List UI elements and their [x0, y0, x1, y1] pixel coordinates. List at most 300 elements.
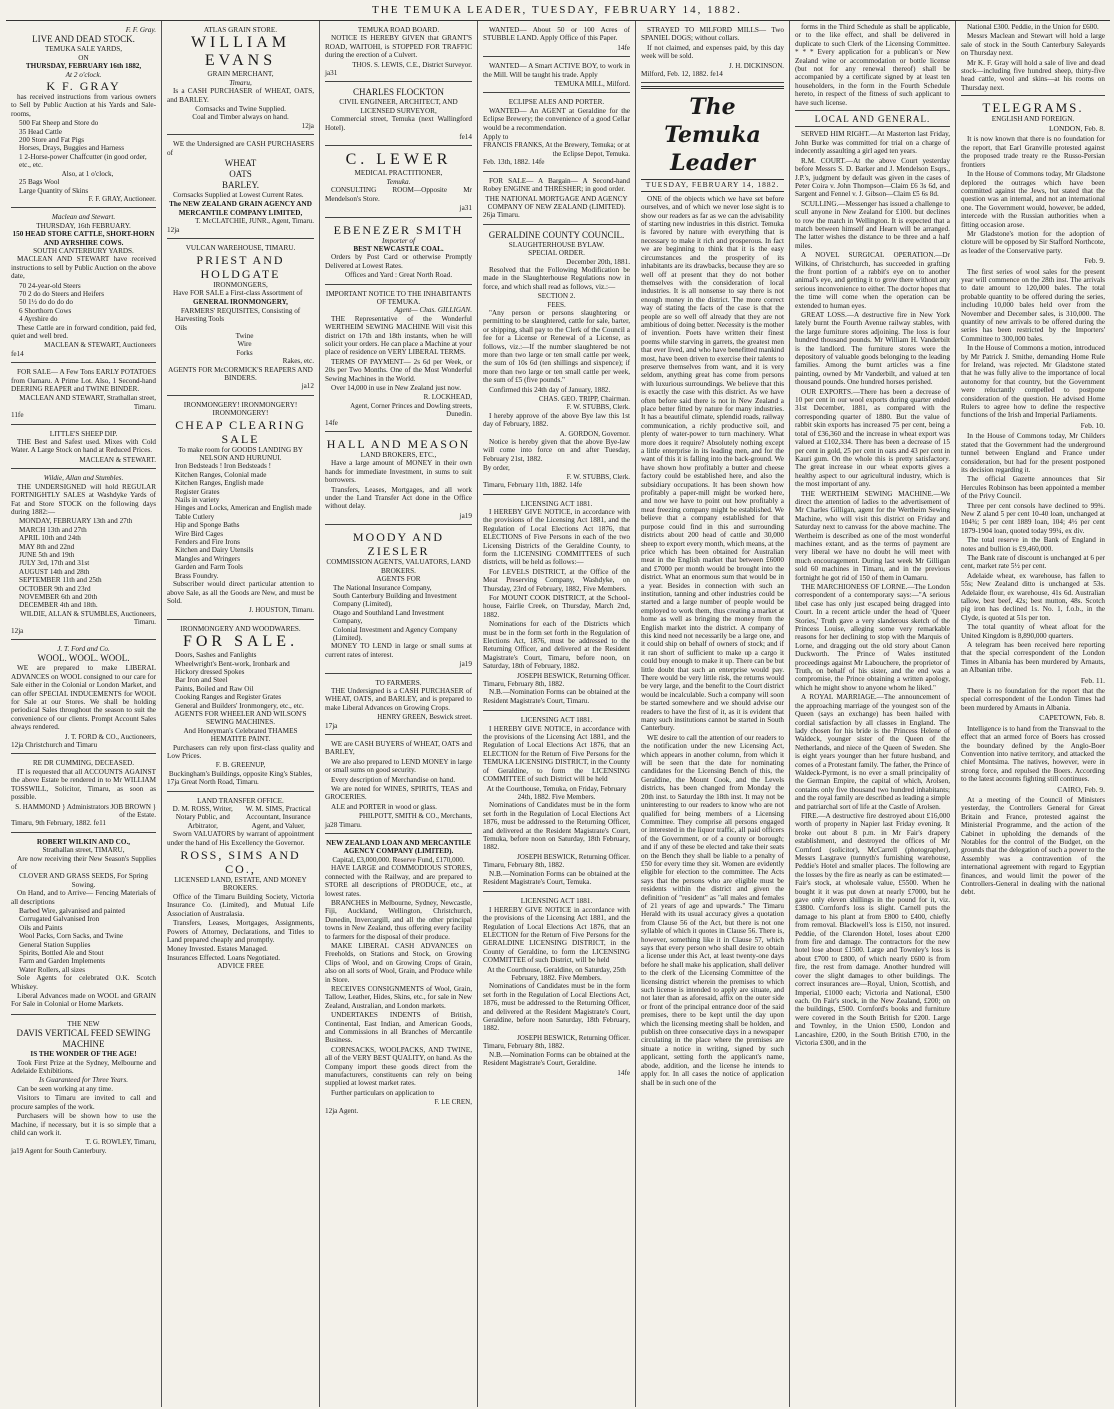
ad-ross-sims	[167, 794, 314, 975]
ad-heading: NEW ZEALAND LOAN AND MERCANTILE AGENCY COMPANY (LIMITED).	[326, 839, 471, 856]
news-item: FIRE.—A destructive fire destroyed about £16,000 worth of property in Napier last Friday evening. It broke out about 8 p.m. in Mr Fair's drapery establishment, and destroyed the offices of Mr Cornford (solicitor), McCarrell (photographer), Messrs Lasgrave (tunnyth's furnishing warehouse, Peddie's Hotel and smaller places. The following are the losses by the fire as nearly as can be estimated:—Fair's stock, at wholesale value, £5500. When he bought it it was put down at nearly £7000, but he gave only eleven shillings in the pound for it, viz. £3800. Cornford's loss is slight. Carnell puts the damage to his plant at from £800 to £400, chiefly from removal. Blackwell's loss is £150, not insured. Peddie, of the Clarendon Hotel, loses about £200 from fire and damage. The contractors for the new hotel lose about £1500. Large and Townley's loss is about £700 to £800, of which nearly £600 is from fire, the rest from damage. Another hundred will cover the slight damages to other buildings. The correct insurances are—Royal, Union, Scottish, and Imperial, £1000 each; Victoria and National, £500 each. On Fair's stock, in the New Zealand, £200; on the buildings, £500. Cornford's books and furniture were covered in the South British for £200. Large and Townley, in the Union £500, London and Lancashire, £200, in the South British £700, in the Victoria £300, and in the	[795, 811, 950, 1047]
ad-signature: CHAS. GEO. TRIPP, Chairman.	[538, 395, 630, 404]
ad-body: To make room for GOODS LANDING BY NELSON AND HURUNUI.	[178, 445, 303, 462]
telegram-item: The total reserve in the Bank of England in notes and bullion is £9,460,000.	[961, 536, 1105, 553]
ad-date: Timaru, February 8th, 1882.	[483, 1042, 565, 1051]
column-2	[162, 21, 320, 1407]
ad-body: MACLEAN AND STEWART have received instructions to sell by Public Auction on the above date,	[11, 255, 156, 281]
ad-title: LAND BROKERS, ETC.,	[360, 451, 437, 460]
list-item: Large Quantity of Skins	[19, 186, 89, 195]
editorial-paragraph: WE desire to call the attention of our readers to the notification under the new Licensing Act, which appears in another column, from which it will be seen that the date for nominating candidates for the Licensing Bench of this, the Geraldine, the Mount Cook, and the Levels districts, has been changed from Monday the 20th inst. to Saturday the 18th inst. It may not be uninteresting to our readers to know who are not qualified for being members of a Licensing Committee. They comprise all persons engaged or interested in the liquor traffic, all paid officers of the Government, or of a county or borough; and if any of these be elected and take their seats on the Bench they shall be liable to a penalty of £50 for every time they sit. Women are evidently eligible for election to the committee. The Acts says that the persons who are eligible must be residents within the district and given the definition of "resident" as "all males and females of 21 years of age and upwards." The Timaru Herald with its usual accuracy gives a quotation from Clause 56 of the Act, but there is not one syllable of which it quotes in Clause 56. There is, however, something like it in Clause 57, which says that every person who shall desire to obtain a license under this Act, at least twenty-one days before he shall make his application, shall deliver to the clerk of the Licensing Committee of the licensing district wherein the premises to which such license is intended to apply are situate, and not later than as aforesaid, affix on the outer side or front of the principal entrance door of the said premises, there to be kept until the day upon which the licensing meeting shall be holden, and publish on three consecutive days in a newspaper circulating in the place where the premises are situate a notice in writing, signed by such applicant, setting forth the applicant's name, abode, addition, and the license he intends to apply for. In all cases the notice of application shall be in such one of the	[641, 733, 784, 1087]
list-item: SEPTEMBER 11th and 25th	[19, 576, 102, 585]
ad-body: WANTED— About 50 or 100 Acres of STUBBLE LAND. Apply Office of this Paper.	[483, 26, 630, 43]
editorial-paragraph: ONE of the objects which we have set before ourselves, and of which we never lose sight is to show our readers as far as we can the advisability of starting new industries in this district. Temuka is favored by nature with everything that is necessary to make it rich and prosperous. In fact we are beginning to think that it is the easy circumstances and the prosperity of its inhabitants are its drawbacks, because they are so well off at present that they do not bother themselves with the consideration of local industries. It is all nonsense to say there is not enough money in the district. The more correct way of stating the facts of the case is that the people are so well off already that they are not ambitious of doing better. Necessity is the mother of invention. Poets have written their finest poems while starving in garrets, the greatest men that ever lived, and who have benefitted mankind most, have been driven to exercise their talents to preserve themselves from want, and it is very seldom, anything great has come from persons with luxurious surroundings. We believe that this is exactly the case with this district. As we have often before said there is not in New Zealand a place better fitted by nature for many industries. It has a beautiful climate, splendid roads, railway communication, a richly productive soil, and plenty of water-power to turn machinery. What more does it require? Absolutely nothing except a little enterprise in its leading men, and for the want of this it is falling into the back-ground. We have shown how profitably a butter and cheese factory could be established here, and also the subsidiary occupations. It has been shown how profitably a paper-mill might be worked here, and now we have to point out how profitably a meat freezing company might be established. We believe that a company established for that purpose could find in this and surrounding districts about 200 head of cattle and 30,000 sheep to export every month, which means, at the price which has been obtained for Australian meat in the English market that between £6000 and £7000 per month would be brought into the district. What an enormous sum that would be in a year. Besides in connection with such an institution, tanning and other industries could be started and a large number of people would be employed to work them, thus creating a market at home as well as bringing the money from the English market into the district. A company of this kind need not necessarily be a large one, and it could ship on behalf of owners of stock; and if it ran short of sufficient to make up a cargo it could buy enough to make it up. There can be but little doubt that such an enterprise would pay. There would be very little risk, the returns would be very large, and the benefit to the Court district would be incalculable. Such a company will soon be started somewhere and we should advise our readers to have the first of it, as it is evident that many such institutions cannot be started in South Canterbury.	[641, 194, 784, 733]
ad-text: THE NEW	[67, 1019, 100, 1028]
ad-title: IRONMONGERS,	[213, 280, 268, 289]
ad-code: ja12	[301, 382, 314, 391]
ad-licensing-geraldine	[483, 894, 630, 1081]
list-item: Rakes, etc.	[282, 357, 314, 366]
ad-heading: GERALDINE COUNTY COUNCIL.	[488, 229, 625, 240]
ad-philpott-smith	[325, 737, 472, 834]
news-item: Messrs Maclean and Stewart will hold a large sale of stock in the South Canterbury Saleyards on Thursday next.	[961, 32, 1105, 58]
ad-body: Nominations for each of the Districts which must be in the form set forth in the Regulation of Elections Act, 1876, must be addressed to the Returning Officer, and delivered at the Resident Magistrate's Court, Timaru, before noon, on Saturday, 18th of February, 1882.	[483, 620, 630, 671]
ad-body: BEST NEWCASTLE COAL.	[353, 244, 444, 253]
ad-code: ja31	[325, 69, 338, 78]
ad-text: Insurances Effected. Loans Negotiated.	[167, 953, 281, 962]
list-item: Brass Foundry.	[175, 571, 219, 580]
news-item: Mr K. F. Gray will hold a sale of live and dead stock—including five hundred sheep, thirty-five head cattle, wool and skins—at his rooms on Thursday next.	[961, 58, 1105, 92]
news-item: OUR EXPORTS.—There has been a decrease of 10 per cent in our wool exports during quarter ended 31st December, 1881, as compared with the corresponding quarter of 1880. But the value of rabbit skin exports has increased 75 per cent, being a total of £36,360 and the increase in wheat export was valued at £102,334. There has been a decrease of 15 per cent in gold, 25 per cent in oats and 43 per cent in Kauri gum. On the whole this is pretty satisfactory. The great increase in our wheat exports gives a healthy aspect to our agricultural industry, which is the most important of any.	[795, 387, 950, 489]
ad-moody-ziesler	[325, 527, 472, 673]
ad-body: Have FOR SALE a First-class Assortment of	[173, 288, 303, 297]
ad-body: Sworn VALUATORS by warrant of appointment under the hand of His Excellency the Governor.	[167, 830, 314, 847]
ad-body: Transfers, Leases, Mortgages, and all work under the Land Transfer Act done in the Office without delay.	[325, 485, 472, 511]
ad-body: CORNSACKS, WOOLPACKS, AND TWINE, all of the VERY BEST QUALITY, on hand. As the Company import these goods direct from the manufacturers, constituents can rely on being supplied at lowest market rates.	[325, 1045, 472, 1088]
ad-heading: IMPORTANT NOTICE TO THE INHABITANTS OF TEMUKA.	[325, 289, 472, 306]
list-item: Wire	[237, 340, 252, 349]
ad-body: FOR SALE— A Bargain— A Second-hand Robey ENGINE and THRESHER; in good order.	[483, 176, 630, 194]
telegram-item: At a meeting of the Council of Ministers yesterday, the Controllers General for Great Britain and France, protested against the Ministerial Programme, and the action of the Cabinet in upholding the demands of the Notables for the control of the Budget, on the grounds that the delegation of such a power to the Assembly was a contravention of the international agreement with regard to Egyptian finances, and would limit the power of the Controllers-General in dealing with the national debt.	[961, 795, 1105, 897]
ad-body: Resolved that the Following Modification be made in the Slaughterhouse Regulations now in force, and which shall read as follows, viz.:—	[483, 265, 630, 291]
ad-body: WE are CASH BUYERS of WHEAT, OATS and BARLEY,	[325, 740, 472, 757]
ad-text: ADVICE FREE	[217, 962, 264, 971]
column-7	[956, 21, 1110, 1407]
ad-body: WE are prepared to make LIBERAL ADVANCES on WOOL consigned to our care for Sale either in the Colonial or London Market, and can offer SPECIAL INDUCEMENTS for WOOL for Sale at our Stores. We shall be holding periodical Sales throughout the season to suit the convenience of our clients. Prompt Account Sales always rendered.	[11, 664, 156, 732]
ad-body: Over 14,000 in use in New Zealand just now.	[331, 384, 462, 392]
divider	[795, 110, 950, 111]
ad-houston-sale	[167, 398, 314, 620]
ad-signature: J. HOUSTON, Timaru.	[248, 606, 314, 615]
ad-section: FEES.	[547, 300, 566, 309]
ad-signature: JOSEPH BESWICK, Returning Officer.	[517, 671, 630, 680]
ad-gray-stock	[11, 23, 156, 208]
ad-title: GRAIN MERCHANT,	[207, 70, 274, 79]
telegram-dateline: Feb. 11.	[1080, 675, 1105, 685]
list-item: 4 Ayrshire do	[19, 315, 58, 324]
ad-tagline: IS THE WONDER OF THE AGE!	[30, 1050, 137, 1059]
ad-agent: Agent— Chas. GILLIGAN.	[394, 306, 472, 315]
news-item: A NOVEL SURGICAL OPERATION.—Dr Wilkins, of Christchurch, has succeeded in grafting the front portion of a rabbit's eye on to another animal's eye, and getting it to grow there without any serious inconvenience to either. The doctor hopes that the time will come when the operation can be extended to human eyes.	[795, 251, 950, 310]
list-item: Paints, Boiled and Raw Oil	[175, 684, 254, 693]
ad-body: MAKE LIBERAL CASH ADVANCES on Freeholds, on Stations and Stock, on Growing Clips of Wool, and on Growing Crops of Grain, also on all sorts of Wool, Grain, and Produce while in Store.	[325, 941, 472, 984]
list-item: DECEMBER 4th and 18th.	[19, 601, 98, 610]
ad-signature: MACLEAN & STEWART, Auctioneers	[44, 341, 156, 350]
column-3	[320, 21, 478, 1407]
ad-code: ja19	[459, 511, 472, 520]
list-item: Wheelwright's Bent-work, Ironbark and Hickory dressed Spokes	[175, 659, 290, 676]
ad-body: Have a large amount of MONEY in their own hands for immediate Investment, in sums to suit borrowers.	[325, 459, 472, 485]
ad-body: ALE and PORTER in wood or glass.	[331, 802, 437, 811]
list-item: Hinges and Locks, American and English made	[175, 504, 312, 513]
telegram-list	[961, 125, 1105, 897]
section-heading: LOCAL AND GENERAL.	[814, 114, 931, 125]
list-item: 70 2 do do Steers and Heifers	[19, 289, 105, 298]
ad-quote: "Any person or persons slaughtering or permitting to be slaughtered, cattle for sale, barter, or shipping, shall pay to the Clerk of the Council a fee for a License or Renewal of a License, as follows, viz.:—If the number slaughtered be not more than two large or ten small cattle per week, the sum of 10s 6d (ten shillings and sixpence); if more than two large or ten small cattle per week, the sum of £5 (five pounds."	[483, 308, 630, 385]
ad-code: 26ja Timaru.	[483, 211, 520, 220]
ad-list	[11, 907, 156, 974]
ad-name: DAVIS VERTICAL FEED SEWING MACHINE	[16, 1028, 151, 1050]
ad-body: CIVIL ENGINEER, ARCHITECT, AND LICENSED SURVEYOR,	[339, 98, 458, 115]
list-item: Cooking Ranges and Register Grates	[175, 693, 282, 702]
ad-town: Temuka.	[386, 177, 411, 186]
ad-list	[325, 584, 472, 643]
ad-body: Visitors to Timaru are invited to call and procure samples of the work.	[11, 1094, 156, 1111]
ad-code: 17ja Great North Road, Timaru.	[167, 778, 259, 787]
ad-code: ja28 Timaru.	[325, 820, 362, 829]
ad-heading: 150 HEAD STORE CATTLE, SHORT-HORN AND AYRSHIRE COWS.	[12, 230, 155, 247]
editorial-continuation: forms in the Third Schedule as shall be applicable, or to the like effect, and shall be delivered in duplicate to such Clerk of the Licensing Committee. * * * Every application for a publican's or New Zealand wine or accommodation or bottle license (but not for any renewal thereof) shall be accompanied by a certificate signed by at least ten householders, in the form in the Fourth Schedule hereto, in respect of the fitness of such applicant to have such license.	[795, 23, 950, 107]
ad-body: CONSULTING ROOM—Opposite Mr Mendelson's Store.	[325, 186, 472, 203]
ad-heading: LICENSING ACT 1881.	[520, 897, 593, 906]
news-item: THE MARCHIONESS OF LORNE.—The London correspondent of a contemporary says:—"A serious libel case has only just escaped being dragged into Court. In a recent article under the head of 'Queer Stories,' Truth gave a very slanderous sketch of the Princess Louise, alleging some very remarkable reasons for her declining to stop with the Marquis of Lorne, and dragging out the old story about Canon Duckworth. The Prince of Wales instituted proceedings against Mr Labouchere, the proprietor of Truth, on behalf of his sister, and the end was a compromise, the Prince obtaining a written apology, which he might show to anyone whom he liked."	[795, 583, 950, 692]
ad-name: ROSS, SIMS AND CO.,	[180, 848, 301, 877]
ad-cumming-estate	[11, 756, 156, 832]
ad-body: Office of the Timaru Building Society, Victoria Insurance Co. (Limited), and Mutual Life Association of Australasia.	[167, 892, 314, 918]
ad-body: At the Courthouse, Temuka, on Friday, February 24th, 1882. Five Members.	[486, 784, 627, 801]
ad-note: These Cattle are in forward condition, paid fed, quiet and well bred.	[11, 323, 156, 340]
news-item: THE WERTHEIM SEWING MACHINE.—We direct the attention of ladies to the advertisement of Mr Charles Gilligan, agent for the Wertheim Sewing Machine, who will visit this district on Friday and Saturday next to canvass for the above machine. The Wertheim is described as one of the most wonderful machines extant, and as the terms of payment are very liberal we have no doubt he will meet with much encouragement. During last week Mr Gilligan sold 60 machines in Timaru, and in the previous fortnight he got rid of 150 of them in Oamaru.	[795, 489, 950, 582]
list-item: Oils	[175, 323, 187, 332]
list-item: 50 1½ do do do do	[19, 298, 73, 307]
telegram-item: The first series of wool sales for the present year will commence on the 28th inst. The arrivals to date amount to 120,000 bales. The total probable quantity to be offered during the series, including 10,000 bales held over from the November and December sales, is 310,000. The quantity of new arrivals to be offered during the series has been restricted by the Importers' Committee to 300,000 bales.	[961, 267, 1105, 343]
list-item: MONDAY, FEBRUARY 13th and 27th	[19, 517, 133, 526]
list-item: 200 Store and Fat Pigs	[19, 136, 85, 145]
news-item: SCULLING.—Messenger has issued a challenge to scull anyone in New Zealand for £100. but declines to row the match in Wellington. It is expected that a match between himself and Hearn will be arranged. The latter wishes the distance to be three and a half miles.	[795, 199, 950, 250]
ad-address: Buckingham's Buildings, opposite King's Stables,	[168, 769, 313, 778]
list-item: Colonial Investment and Agency Company (Limited).	[333, 625, 458, 642]
partner-left: D. M. ROSS, Writer, Notary Public, and Arbitrator,	[172, 805, 233, 830]
list-item: Nails in variety	[175, 496, 220, 505]
ad-code: 12ja	[167, 225, 180, 234]
ad-body: NOTICE IS HEREBY GIVEN that GRANT'S ROAD, WAITOHI, is STOPPED FOR TRAFFIC during the erection of a Culvert.	[325, 34, 472, 60]
list-item: Kitchen Ranges, English made	[175, 479, 264, 488]
list-item: Horses, Drays, Buggies and Harness	[19, 144, 124, 153]
ad-wilkin	[11, 835, 156, 1015]
ad-text: Is Guaranteed for Three Years.	[38, 1076, 129, 1085]
list-item: Spirits, Bottled Ale and Stout	[19, 949, 104, 957]
ad-note: N.B.—Nomination Forms can be obtained at the Resident Magistrate's Court, Geraldine.	[483, 1050, 630, 1068]
ad-body: Transfers, Leases, Mortgages, Assignments, Powers of Attorney, Declarations, and Titles to Land prepared cheaply and promptly.	[167, 919, 314, 944]
ad-body: For MOUNT COOK DISTRICT, at the School-house, Fairlie Creek, on Thursday, March 2nd, 1882.	[483, 593, 630, 619]
list-item: General and Builders' Ironmongery, etc., etc.	[175, 701, 304, 710]
ad-list	[167, 651, 314, 710]
ad-body: MONEY TO LEND in large or small sums at current rates of interest.	[325, 642, 472, 659]
list-item: Otago and Southland Land Investment Company,	[333, 608, 444, 626]
ad-subheading: SPECIAL ORDER.	[528, 249, 585, 258]
ad-body: THE Representative of the Wonderful WERTHEIM SEWING MACHINE Will visit this district on 17th and 18th instants, when he will solicit your orders. He can place a Machine at your place of residence on VERY LIBERAL TERMS.	[325, 314, 472, 357]
telegram-item: A telegram has been received here reporting that the special correspondent of the London Times in Albania has been murdered by Arnauts, an Albanian tribe.	[961, 641, 1105, 675]
ad-body: Is a CASH PURCHASER of WHEAT, OATS, and BARLEY.	[167, 87, 314, 104]
list-item: Doors, Sashes and Fanlights	[175, 651, 257, 660]
list-item: 70 24-year-old Steers	[19, 281, 81, 290]
list-item: Barbed Wire, galvanised and painted	[19, 906, 125, 915]
ad-wanted-land	[483, 23, 630, 57]
ad-agents: And Honeyman's Celebrated THAMES HEMATITE PAINT.	[183, 726, 298, 744]
ad-text: Cornsacks and Twine Supplied.	[195, 105, 286, 114]
list-item: NOVEMBER 6th and 20th	[19, 592, 98, 601]
ad-date: Timaru, February 8th, 1882.	[483, 680, 565, 689]
ad-licensing-levels	[483, 497, 630, 712]
ad-body: Are now receiving their New Season's Supplies of	[11, 854, 156, 871]
ad-body: Every description of Merchandise on hand.	[331, 775, 456, 784]
ad-code: fe14	[11, 349, 24, 358]
ad-body: TERMS OF PAYMENT— 2s 6d per Week, or 20s per Two Months. One of the Most Wonderful Sewing Machines in the World.	[325, 357, 472, 383]
column-6	[790, 21, 956, 1407]
ad-body: On Hand, and to Arrive— Fencing Materials of all descriptions	[11, 889, 156, 906]
ad-geraldine-council	[483, 227, 630, 495]
ad-code: 14fe	[617, 1068, 630, 1077]
ad-name: WILLIAM EVANS	[190, 34, 291, 70]
list-item: Oils and Paints	[19, 923, 63, 932]
ad-heading: WOOL. WOOL. WOOL.	[37, 653, 130, 664]
divider	[641, 86, 784, 89]
ad-body: Took First Prize at the Sydney, Melbourne and Adelaide Exhibitions.	[11, 1058, 156, 1076]
telegram-item: In the House of Commons a motion, introduced by Mr Patrick J. Smithe, demanding Home Rule for Ireland, was rejected. Mr Gladstone stated that he was fully alive to the importance of local autonomy for that country, but the Government were reluctantly compelled to postpone consideration of the question. He advised Home Rulers to agree how to define the respective functions of the Irish and Imperial Parliaments.	[961, 344, 1105, 420]
ad-list	[167, 462, 314, 580]
ad-signature: JOSEPH BESWICK, Returning Officer.	[517, 852, 630, 861]
ad-code: Timaru, February 11th, 1882. 14fe	[483, 481, 583, 490]
ad-heading: LIVE AND DEAD STOCK.	[32, 34, 135, 45]
ad-licensing-temuka	[483, 713, 630, 892]
telegram-item: Adelaide wheat, ex warehouse, has fallen to 55s; New Zealand ditto is unchanged at 53s. Adelaide flour, ex warehouse, 41s 6d. Australian tallow, best beef, 42s; best mutton, 48s. Scotch pig iron has declined 1s. No. 1, f.o.b., in the Clyde, is quoted at 51s per ton.	[961, 571, 1105, 622]
ad-name: EBENEZER SMITH	[333, 222, 464, 237]
newspaper-title: The Temuka Leader	[664, 94, 761, 177]
ad-hall-meason	[325, 434, 472, 525]
telegrams-heading: TELEGRAMS.	[982, 100, 1084, 116]
ad-body: Liberal Advances made on WOOL and GRAIN For Sale in Colonial or Home Markets.	[11, 992, 156, 1009]
ad-ford-wool	[11, 642, 156, 754]
list-item: Mangles and Wringers	[175, 554, 241, 563]
list-item: MARCH 13th and 27th	[19, 525, 87, 534]
ad-address: Agent, Corner Princes and Dowling streets, Dunedin.	[350, 401, 472, 419]
ad-firm: J. T. Ford and Co.	[57, 645, 110, 653]
ad-maclean-cattle	[11, 210, 156, 363]
ad-signature: MACLEAN AND STEWART, Strathallan street, Timaru.	[19, 394, 156, 411]
list-item: Wire Bird Cages	[175, 529, 224, 538]
ad-name: FOR SALE.	[182, 633, 299, 651]
ad-body: Nominations of Candidates must be in the form set forth in the Regulation of Local Elections Act 1876, must be addressed to the Returning Officer, and delivered at the Resident Magistrate's Court, Temuka, before noon on Saturday, 18th February, 1882.	[483, 801, 630, 852]
ad-signature: WILDIE, ALLAN & STUMBLES, Auctioneers, Timaru.	[20, 609, 156, 627]
telegram-item: Mr Gladstone's motion for the adoption of cloture will be opposed by Sir Stafford Northcote, as leader of the Conservative party.	[961, 229, 1105, 255]
ad-wildie-allan	[11, 471, 156, 640]
ad-heading: RE DR CUMMING, DECEASED.	[32, 759, 135, 768]
ad-body: For LEVELS DISTRICT, at the Office of the Meat Preserving Company, Washdyke, on Thursday, 23rd of February, 1882, Five Members.	[483, 567, 630, 593]
ad-text: By order,	[483, 464, 510, 473]
ad-signature: F. B. GREENUP,	[215, 761, 266, 770]
ad-subheading: CLOVER AND GRASS SEEDS, For Spring Sowing.	[19, 872, 148, 889]
column-5	[636, 21, 790, 1407]
ad-address: Commercial street, Temuka (next Wallingford Hotel).	[325, 115, 472, 132]
ad-body: has received instructions from various owners to Sell by Public Auction at his Yards and Sale-rooms,	[11, 93, 156, 118]
ad-name: C. LEWER	[345, 151, 452, 169]
ad-text: Coal and Timber always on hand.	[192, 113, 289, 122]
ad-body: BRANCHES in Melbourne, Sydney, Newcastle, Fiji, Auckland, Wellington, Christchurch, Dunedin, Invercargill, and all the other principal towns in New Zealand, thus offering every facility to farmers for the disposal of their produce.	[325, 898, 472, 941]
ad-body: WANTED— A Smart ACTIVE BOY, to work in the Mill. Will be taught his trade. Apply	[483, 62, 630, 79]
ad-title: LICENSED LAND, ESTATE, AND MONEY BROKERS.	[174, 876, 307, 893]
ad-heading: TEMUKA ROAD BOARD.	[357, 26, 440, 34]
ad-title: MEDICAL PRACTITIONER,	[354, 169, 443, 178]
ad-text: ON	[78, 53, 89, 62]
telegrams-subheading: ENGLISH AND FOREIGN.	[991, 114, 1075, 123]
telegram-item: The official Gazette announces that Sir Hercules Robinson has been appointed a member of the Privy Council.	[961, 475, 1105, 501]
ad-firm: Wildie, Allan and Stumbles.	[43, 474, 124, 483]
ad-note: N.B.—Nomination Forms can be obtained at the Resident Magistrate's Court, Temuka.	[483, 869, 630, 886]
ad-signature: J. H. DICKINSON.	[728, 61, 784, 70]
dateline: TUESDAY, FEBRUARY 14, 1882.	[641, 179, 784, 191]
ad-date: Timaru, February 8th, 1882.	[483, 861, 565, 870]
ad-body: Cornsacks Supplied at Lowest Current Rates.	[173, 191, 304, 200]
telegram-item: The Bank rate of discount is unchanged at 6 per cent, market rate 5½ per cent.	[961, 553, 1105, 571]
ad-body: UNDERTAKES INDENTS of British, Continental, East Indian, and American Goods, and Commissions in all Branches of Mercantile Business.	[325, 1011, 472, 1045]
ad-subheading: SLAUGHTERHOUSE BYLAW.	[508, 240, 605, 249]
ad-body: Can be seen working at any time.	[17, 1084, 114, 1093]
list-item: 25 Bags Wool	[19, 178, 60, 187]
telegram-item: There is no foundation for the report that the special correspondent of the London Times had been murdered by Arnauts in Albania.	[961, 687, 1105, 712]
ad-davis-sewing	[11, 1017, 156, 1159]
ad-name: CHEAP CLEARING SALE	[175, 417, 306, 446]
list-item: Water Rollers, all sizes	[19, 965, 86, 974]
ad-address: Offices and Yard : Great North Road.	[344, 271, 453, 280]
ad-signature: S. HAMMOND } Administrators JOB BROWN } of the Estate.	[15, 802, 156, 819]
ad-body: I HEREBY GIVE NOTICE, in accordance with the provisions of the Licensing Act 1881, and the Regulation of Local Elections Act 1876, that ELECTIONS of Five Persons in each of the two Licensing Districts of the Geraldine County, to form the LICENSING COMMITTEES of such districts, will be held as follows:—	[483, 507, 630, 567]
ad-heading: IRONMONGERY AND WOODWARES.	[180, 624, 301, 633]
ad-signature: J. T. FORD & CO., Auctioneers,	[64, 732, 156, 741]
ad-name: K F. GRAY	[46, 79, 121, 94]
ad-subheading: Strathallan street, TIMARU,	[42, 846, 125, 855]
ad-date: Timaru, 9th February, 1882. fe11	[11, 819, 107, 828]
ad-lewer	[325, 148, 472, 217]
list-item: Twine	[235, 331, 254, 340]
ad-code: 14fe	[325, 418, 338, 427]
ad-code: fe14	[459, 133, 472, 142]
ad-subheading: FARMERS' REQUISITES, Consisting of	[180, 306, 301, 315]
ad-signature: JOSEPH BESWICK, Returning Officer.	[517, 1033, 630, 1042]
ad-body: FOR SALE— A Few Tons EARLY POTATOES from Oamaru. A Prime Lot. Also, 1 Second-hand DEERING REAPER and TWINE BINDER.	[11, 368, 156, 394]
ad-body: Notice is hereby given that the above Bye-law will come into force on and after Tuesday, February 21st, 1882.	[483, 438, 630, 463]
ad-strayed-dogs	[641, 23, 784, 83]
ad-code: 12ja Christchurch and Timaru	[11, 741, 98, 750]
list-item: Fenders and Fire Irons	[175, 538, 240, 547]
ad-agents: AGENTS FOR McCORMICK'S REAPERS AND BINDERS.	[168, 365, 313, 382]
ad-signature: A. GORDON, Governor.	[559, 429, 630, 438]
ad-signature: THE NATIONAL MORTGAGE AND AGENCY COMPANY OF NEW ZEALAND (LIMITED).	[485, 194, 628, 211]
ad-heading: TO FARMERS.	[375, 678, 422, 687]
ad-code: 17ja	[325, 721, 338, 730]
ad-heading: LITTLE'S SHEEP DIP.	[49, 429, 118, 438]
masthead: THE TEMUKA LEADER, TUESDAY, FEBRUARY 14, 1882.	[372, 4, 742, 16]
ad-partners	[167, 805, 314, 830]
list-item: OATS	[229, 169, 252, 180]
ad-body: I HEREBY GIVE NOTICE in accordance with the provisions of the Licensing Act 1881, and the Regulation of Local Elections Act 1876, that an ELECTION for the Return of Five Persons for the GERALDINE LICENSING DISTRICT, in the County of Geraldine, to form the LICENSING COMMITTEE of such District, will be held	[483, 905, 630, 965]
ad-signature: T. McCLATCHIE, JUNR., Agent, Timaru.	[195, 217, 314, 226]
ad-flockton	[325, 84, 472, 146]
ad-atlas-grain	[167, 23, 314, 135]
ad-sheep-dip	[11, 427, 156, 470]
ad-date: Milford, Feb. 12, 1882. fe14	[641, 70, 723, 79]
news-continuation: National £300. Peddie, in the Union for £600.	[967, 23, 1099, 31]
column-1	[6, 21, 162, 1407]
ad-body: WE the Undersigned are CASH PURCHASERS of	[167, 140, 314, 157]
list-item: Table Cutlery	[175, 512, 215, 521]
list-item: Kitchen and Dairy Utensils	[175, 546, 254, 555]
telegram-dateline: Feb. 10.	[1080, 420, 1105, 430]
ad-body: Purchasers can rely upon first-class quality and Low Prices.	[167, 743, 314, 760]
ad-signature: F. F. GRAY, Auctioneer.	[88, 194, 156, 203]
ad-subheading: GENERAL IRONMONGERY,	[193, 298, 288, 307]
ad-body: Nominations of Candidates must be in the form set forth in the Regulation of Local Elections Act, 1876, must be addressed to the Returning Officer, and delivered at the Resident Magistrate's Court, Geraldine, before noon Saturday, 18th February, 1882.	[483, 982, 630, 1033]
divider	[961, 95, 1105, 96]
ad-wanted-boy	[483, 59, 630, 93]
ad-time: At 2 o'clock.	[65, 70, 102, 79]
list-item: Also, at 1 o'clock,	[61, 169, 114, 178]
ad-body: IT is requested that all ACCOUNTS AGAINST the above Estate be rendered in to Mr WILLIAM TOSSWILL, Solicitor, Timaru, as soon as possible.	[11, 767, 156, 802]
ad-engine-sale	[483, 174, 630, 225]
news-item: GREAT LOSS.—A destructive fire in New York lately burnt the Fourth Avenue railway stables, with the large furniture stores adjoining. The loss is four hundred thousand pounds. Mr William H. Vanderbilt is the landlord. The furniture stores were the depository of valuable goods belonging to the leading families. Among the burnt articles was a fine painting, owned by Mr Vanderbilt, and valued at ten thousand pounds. One hundred horses perished.	[795, 311, 950, 387]
ad-code: ja31	[459, 204, 472, 213]
ad-title: Importer of	[382, 236, 415, 245]
list-item: Forks	[236, 348, 253, 357]
ad-list	[11, 119, 156, 195]
list-item: JUNE 5th and 19th	[19, 550, 75, 559]
ad-body: Orders by Post Card or otherwise Promptly Delivered at Lowest Rates.	[325, 253, 472, 270]
ad-to-farmers	[325, 676, 472, 735]
ad-signature: TEMUKA MILL, Milford.	[554, 80, 630, 89]
list-item: 500 Fat Sheep and Store do	[19, 119, 99, 128]
partner-right: W. M. SIMS, Practical Accountant, Insurance Agent, and Valuer,	[245, 805, 311, 830]
newspaper-page	[6, 20, 1110, 1407]
ad-list	[11, 282, 156, 324]
ad-body: THE Best and Safest used. Mixes with Cold Water. A Large Stock on hand at Reduced Prices.	[11, 438, 156, 455]
ad-signature: F. F. Gray.	[125, 26, 156, 34]
ad-name: MOODY AND ZIESLER	[352, 530, 445, 559]
ad-eclipse	[483, 95, 630, 171]
news-item: R.M. COURT.—At the above Court yesterday before Messrs S. D. Barker and J. Mendelson Esqrs., J.P.'s, judgment by default was given in the cases of Peter Coira v. John Thompson—Claim £6 3s 6d, and Sargent and Fennel v. J. Gibson—Claim £5 6s 8d.	[795, 156, 950, 199]
ad-agents: AGENTS FOR	[376, 575, 421, 584]
ad-signature: FRANCIS FRANKS, At the Brewery, Temuka; or at the Eclipse Depot, Temuka.	[483, 141, 630, 158]
news-item: A ROYAL MARRIAGE.—The announcement of the approaching marriage of the youngest son of the Queen (says an exchange) has been hailed with cordial satisfaction by all classes in England. The lady chosen for his bride is the Princess Helene of Waldeck, younger sister of the Queen of the Netherlands, and niece of the Queen of Sweden. She is eight years younger than her future husband, and comes of a Protestant family. The father, the Prince of Waldeck-Pyrmont, is no ever a small principality of the German Empire, the capital of which, Arolsen, contains only five thousand two hundred inhabitants; and the royal family are described as leading a simple and patriarchal sort of life at the Castle of Arolsen.	[795, 693, 950, 811]
ad-body: We are noted for WINES, SPIRITS, TEAS and GROCERIES.	[325, 785, 472, 802]
divider	[795, 126, 950, 127]
ad-date: THURSDAY, FEBRUARY 16th 1882,	[25, 62, 142, 71]
ad-body: If not claimed, and expenses paid, by this day week will be sold.	[641, 43, 784, 61]
ad-signature: PHILPOTT, SMITH & CO., Merchants,	[358, 812, 472, 821]
ad-code: 12ja Agent.	[325, 1106, 359, 1115]
ad-body: WANTED— An AGENT at Geraldine for the Eclipse Brewery; the convenience of a good Cellar would be a recommendation.	[483, 106, 630, 132]
list-item: Hip and Sponge Baths	[175, 521, 240, 530]
ad-body: We are also prepared to LEND MONEY in large or small sums on good security.	[325, 757, 472, 775]
telegram-item: The total quantity of wheat afloat for the United Kingdom is 8,890,000 quarters.	[961, 623, 1105, 640]
list-item: Farm and Garden Implements	[19, 957, 106, 966]
list-item: Corrugated Galvanised Iron	[19, 915, 100, 924]
ad-text: Apply to	[483, 133, 509, 142]
ad-grain-agency	[167, 137, 314, 239]
list-item: Register Grates	[175, 487, 220, 496]
ad-date: December 20th, 1881.	[566, 257, 630, 266]
ad-signature: HENRY GREEN, Beswick street.	[377, 713, 472, 722]
telegram-item: In the House of Commons today, Mr Childers stated that the Government had the underground tunnel between England and France under consideration, but had for the present postponed its decision regarding it.	[961, 432, 1105, 474]
ad-note: N.B.—Nomination Forms can be obtained at the Resident Magistrate's Court, Timaru.	[483, 688, 630, 705]
list-item: General Station Supplies	[19, 940, 91, 949]
ad-list	[11, 517, 156, 609]
ad-greenup	[167, 622, 314, 792]
ad-signature: MACLEAN & STEWART.	[79, 455, 156, 464]
list-item: 35 Head Cattle	[19, 127, 63, 136]
ad-heading: LAND TRANSFER OFFICE.	[197, 796, 284, 805]
list-item: Bar Iron and Steel	[175, 676, 228, 685]
ad-code: ja19 Agent for South Canterbury.	[11, 1146, 107, 1155]
ad-body: HAVE LARGE and COMMODIOUS STORES, connected with the Railway, and are prepared to STORE all descriptions of PRODUCE, etc., at lowest rates.	[325, 864, 472, 898]
list-item: Harvesting Tools	[175, 315, 225, 324]
